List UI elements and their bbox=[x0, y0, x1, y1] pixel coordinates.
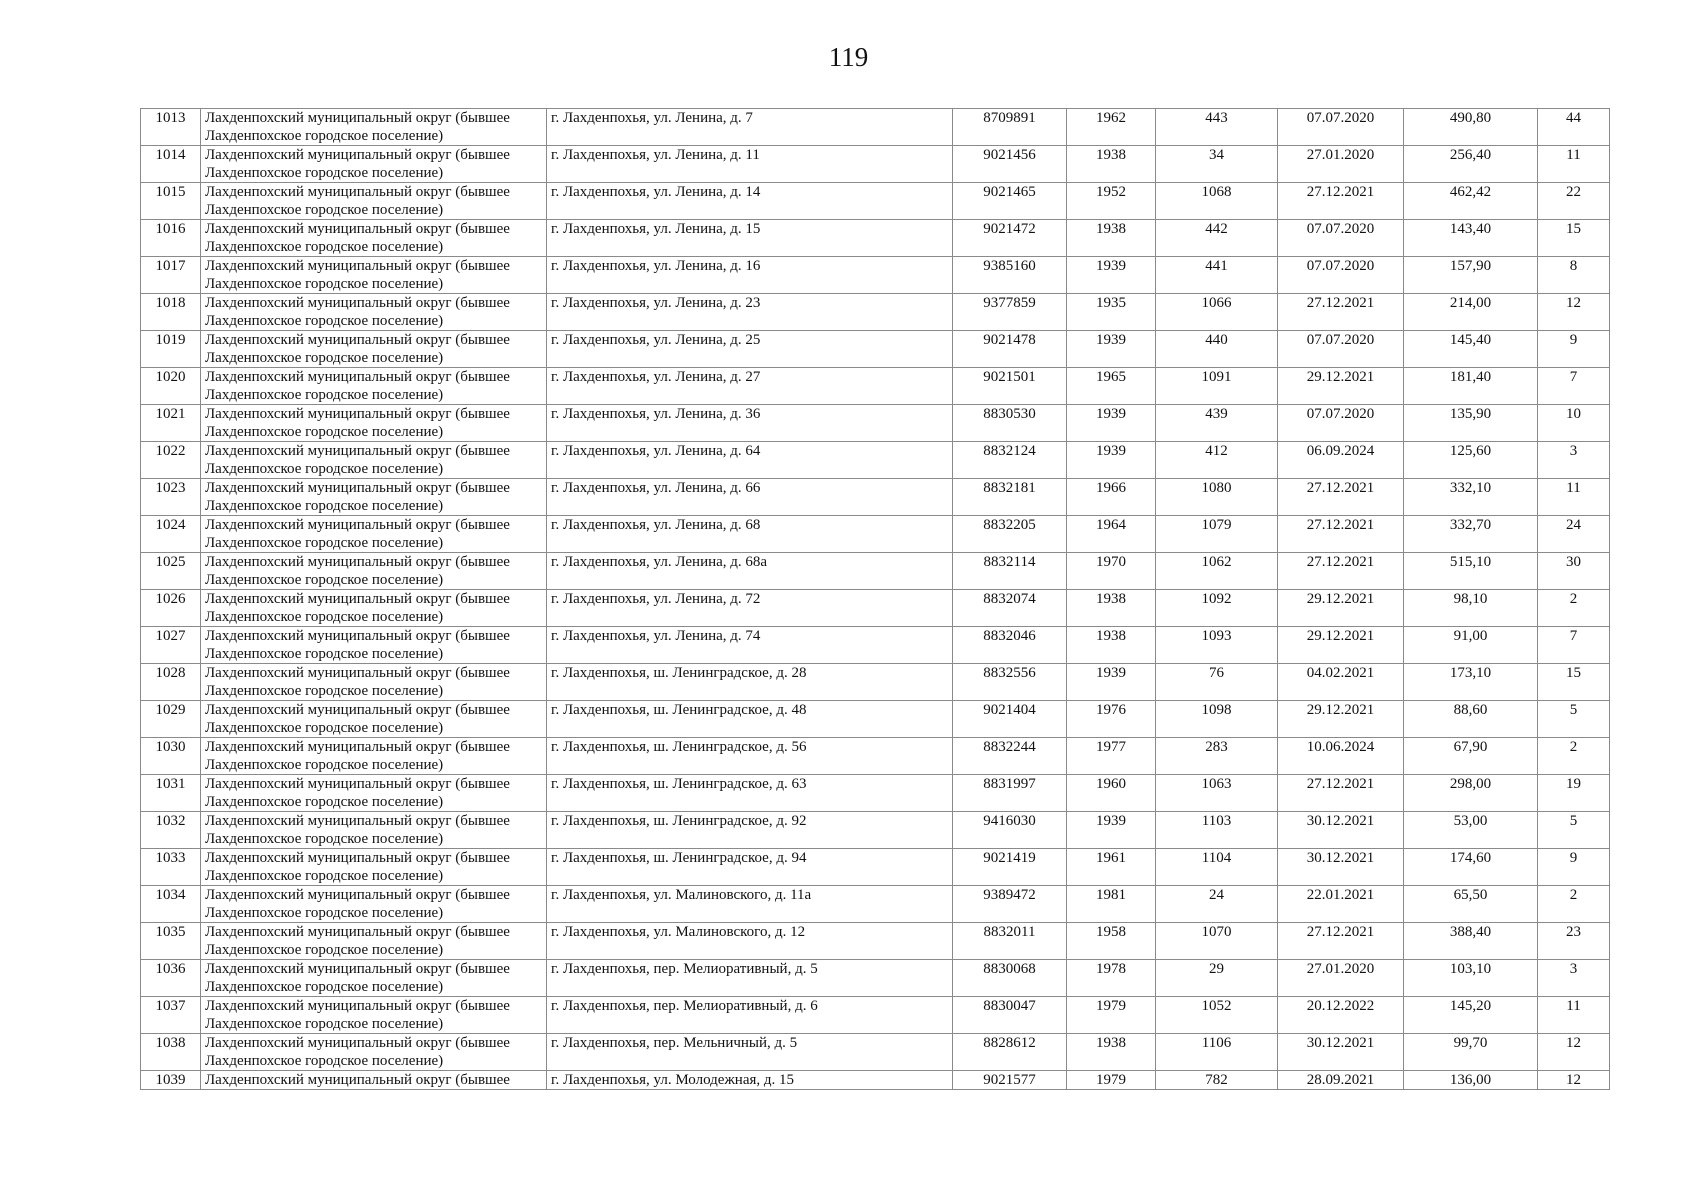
cell-document-date: 10.06.2024 bbox=[1278, 738, 1404, 775]
cell-build-year: 1939 bbox=[1067, 405, 1156, 442]
cell-object-code: 8828612 bbox=[953, 1034, 1067, 1071]
cell-municipality: Лахденпохский муниципальный округ (бывшее Лахденпохское городское поселение) bbox=[201, 368, 547, 405]
cell-count: 2 bbox=[1538, 886, 1610, 923]
cell-count: 7 bbox=[1538, 627, 1610, 664]
cell-municipality: Лахденпохский муниципальный округ (бывшее Лахденпохское городское поселение) bbox=[201, 442, 547, 479]
cell-document-number: 1093 bbox=[1156, 627, 1278, 664]
cell-row-number: 1030 bbox=[141, 738, 201, 775]
cell-area: 157,90 bbox=[1404, 257, 1538, 294]
cell-build-year: 1958 bbox=[1067, 923, 1156, 960]
cell-area: 332,70 bbox=[1404, 516, 1538, 553]
table-row bbox=[141, 405, 1610, 442]
cell-build-year: 1952 bbox=[1067, 183, 1156, 220]
cell-row-number: 1026 bbox=[141, 590, 201, 627]
cell-object-code: 8830530 bbox=[953, 405, 1067, 442]
cell-area: 88,60 bbox=[1404, 701, 1538, 738]
cell-object-code: 9021478 bbox=[953, 331, 1067, 368]
cell-object-code: 8832046 bbox=[953, 627, 1067, 664]
cell-count: 12 bbox=[1538, 1034, 1610, 1071]
cell-row-number: 1031 bbox=[141, 775, 201, 812]
cell-municipality: Лахденпохский муниципальный округ (бывшее Лахденпохское городское поселение) bbox=[201, 516, 547, 553]
cell-object-code: 9416030 bbox=[953, 812, 1067, 849]
table-row bbox=[141, 738, 1610, 775]
cell-document-number: 1068 bbox=[1156, 183, 1278, 220]
cell-document-date: 27.12.2021 bbox=[1278, 516, 1404, 553]
cell-area: 53,00 bbox=[1404, 812, 1538, 849]
cell-document-number: 1106 bbox=[1156, 1034, 1278, 1071]
cell-area: 256,40 bbox=[1404, 146, 1538, 183]
cell-count: 11 bbox=[1538, 479, 1610, 516]
cell-build-year: 1939 bbox=[1067, 664, 1156, 701]
cell-document-date: 27.12.2021 bbox=[1278, 775, 1404, 812]
cell-document-date: 27.01.2020 bbox=[1278, 146, 1404, 183]
cell-document-date: 27.12.2021 bbox=[1278, 479, 1404, 516]
cell-build-year: 1960 bbox=[1067, 775, 1156, 812]
cell-address: г. Лахденпохья, ул. Ленина, д. 66 bbox=[547, 479, 953, 516]
cell-build-year: 1939 bbox=[1067, 257, 1156, 294]
cell-address: г. Лахденпохья, пер. Мелиоративный, д. 6 bbox=[547, 997, 953, 1034]
cell-build-year: 1938 bbox=[1067, 146, 1156, 183]
cell-municipality: Лахденпохский муниципальный округ (бывшее Лахденпохское городское поселение) bbox=[201, 146, 547, 183]
cell-address: г. Лахденпохья, ул. Малиновского, д. 11а bbox=[547, 886, 953, 923]
cell-row-number: 1018 bbox=[141, 294, 201, 331]
cell-document-date: 29.12.2021 bbox=[1278, 627, 1404, 664]
cell-count: 5 bbox=[1538, 701, 1610, 738]
cell-row-number: 1034 bbox=[141, 886, 201, 923]
cell-object-code: 8832124 bbox=[953, 442, 1067, 479]
cell-document-number: 24 bbox=[1156, 886, 1278, 923]
cell-municipality: Лахденпохский муниципальный округ (бывшее Лахденпохское городское поселение) bbox=[201, 886, 547, 923]
cell-document-date: 29.12.2021 bbox=[1278, 701, 1404, 738]
table-row bbox=[141, 775, 1610, 812]
cell-document-number: 443 bbox=[1156, 109, 1278, 146]
cell-build-year: 1970 bbox=[1067, 553, 1156, 590]
cell-area: 99,70 bbox=[1404, 1034, 1538, 1071]
cell-area: 181,40 bbox=[1404, 368, 1538, 405]
cell-municipality: Лахденпохский муниципальный округ (бывшее bbox=[201, 1071, 547, 1090]
cell-object-code: 9021472 bbox=[953, 220, 1067, 257]
table-row bbox=[141, 479, 1610, 516]
table-row bbox=[141, 183, 1610, 220]
cell-document-date: 20.12.2022 bbox=[1278, 997, 1404, 1034]
cell-municipality: Лахденпохский муниципальный округ (бывшее Лахденпохское городское поселение) bbox=[201, 960, 547, 997]
cell-document-number: 1079 bbox=[1156, 516, 1278, 553]
cell-municipality: Лахденпохский муниципальный округ (бывшее Лахденпохское городское поселение) bbox=[201, 331, 547, 368]
cell-area: 103,10 bbox=[1404, 960, 1538, 997]
cell-count: 2 bbox=[1538, 590, 1610, 627]
cell-area: 98,10 bbox=[1404, 590, 1538, 627]
cell-build-year: 1938 bbox=[1067, 590, 1156, 627]
cell-area: 298,00 bbox=[1404, 775, 1538, 812]
cell-count: 9 bbox=[1538, 331, 1610, 368]
cell-count: 19 bbox=[1538, 775, 1610, 812]
cell-document-number: 442 bbox=[1156, 220, 1278, 257]
table-row bbox=[141, 220, 1610, 257]
cell-municipality: Лахденпохский муниципальный округ (бывшее Лахденпохское городское поселение) bbox=[201, 849, 547, 886]
cell-address: г. Лахденпохья, ш. Ленинградское, д. 63 bbox=[547, 775, 953, 812]
cell-document-number: 1098 bbox=[1156, 701, 1278, 738]
cell-object-code: 9021465 bbox=[953, 183, 1067, 220]
table-row bbox=[141, 812, 1610, 849]
cell-municipality: Лахденпохский муниципальный округ (бывшее Лахденпохское городское поселение) bbox=[201, 775, 547, 812]
cell-build-year: 1938 bbox=[1067, 627, 1156, 664]
cell-address: г. Лахденпохья, ул. Ленина, д. 15 bbox=[547, 220, 953, 257]
cell-municipality: Лахденпохский муниципальный округ (бывшее Лахденпохское городское поселение) bbox=[201, 479, 547, 516]
cell-document-date: 30.12.2021 bbox=[1278, 812, 1404, 849]
cell-municipality: Лахденпохский муниципальный округ (бывшее Лахденпохское городское поселение) bbox=[201, 294, 547, 331]
cell-count: 10 bbox=[1538, 405, 1610, 442]
table-row bbox=[141, 701, 1610, 738]
cell-area: 462,42 bbox=[1404, 183, 1538, 220]
cell-object-code: 9377859 bbox=[953, 294, 1067, 331]
cell-row-number: 1027 bbox=[141, 627, 201, 664]
cell-row-number: 1035 bbox=[141, 923, 201, 960]
cell-municipality: Лахденпохский муниципальный округ (бывшее Лахденпохское городское поселение) bbox=[201, 738, 547, 775]
cell-count: 11 bbox=[1538, 997, 1610, 1034]
cell-object-code: 8832556 bbox=[953, 664, 1067, 701]
cell-document-date: 29.12.2021 bbox=[1278, 590, 1404, 627]
table-row bbox=[141, 664, 1610, 701]
cell-row-number: 1039 bbox=[141, 1071, 201, 1090]
cell-count: 9 bbox=[1538, 849, 1610, 886]
cell-row-number: 1020 bbox=[141, 368, 201, 405]
cell-municipality: Лахденпохский муниципальный округ (бывшее Лахденпохское городское поселение) bbox=[201, 220, 547, 257]
cell-count: 3 bbox=[1538, 442, 1610, 479]
cell-area: 143,40 bbox=[1404, 220, 1538, 257]
cell-count: 44 bbox=[1538, 109, 1610, 146]
cell-document-number: 1091 bbox=[1156, 368, 1278, 405]
cell-build-year: 1939 bbox=[1067, 331, 1156, 368]
cell-document-number: 1103 bbox=[1156, 812, 1278, 849]
cell-area: 490,80 bbox=[1404, 109, 1538, 146]
cell-count: 30 bbox=[1538, 553, 1610, 590]
cell-object-code: 8709891 bbox=[953, 109, 1067, 146]
table-row bbox=[141, 997, 1610, 1034]
cell-document-date: 27.12.2021 bbox=[1278, 553, 1404, 590]
cell-document-number: 34 bbox=[1156, 146, 1278, 183]
cell-document-date: 27.12.2021 bbox=[1278, 294, 1404, 331]
cell-document-number: 29 bbox=[1156, 960, 1278, 997]
cell-address: г. Лахденпохья, ул. Ленина, д. 68 bbox=[547, 516, 953, 553]
cell-document-number: 782 bbox=[1156, 1071, 1278, 1090]
cell-object-code: 8832181 bbox=[953, 479, 1067, 516]
cell-count: 22 bbox=[1538, 183, 1610, 220]
cell-object-code: 9021501 bbox=[953, 368, 1067, 405]
cell-count: 12 bbox=[1538, 294, 1610, 331]
cell-row-number: 1016 bbox=[141, 220, 201, 257]
cell-object-code: 8832205 bbox=[953, 516, 1067, 553]
cell-build-year: 1938 bbox=[1067, 220, 1156, 257]
cell-document-number: 1063 bbox=[1156, 775, 1278, 812]
cell-build-year: 1961 bbox=[1067, 849, 1156, 886]
cell-area: 145,40 bbox=[1404, 331, 1538, 368]
cell-address: г. Лахденпохья, ш. Ленинградское, д. 94 bbox=[547, 849, 953, 886]
cell-build-year: 1935 bbox=[1067, 294, 1156, 331]
cell-address: г. Лахденпохья, ул. Ленина, д. 25 bbox=[547, 331, 953, 368]
cell-area: 125,60 bbox=[1404, 442, 1538, 479]
cell-address: г. Лахденпохья, ул. Малиновского, д. 12 bbox=[547, 923, 953, 960]
cell-document-date: 07.07.2020 bbox=[1278, 257, 1404, 294]
cell-count: 8 bbox=[1538, 257, 1610, 294]
table-row bbox=[141, 442, 1610, 479]
cell-count: 7 bbox=[1538, 368, 1610, 405]
cell-area: 214,00 bbox=[1404, 294, 1538, 331]
cell-address: г. Лахденпохья, ул. Ленина, д. 27 bbox=[547, 368, 953, 405]
cell-build-year: 1979 bbox=[1067, 1071, 1156, 1090]
cell-address: г. Лахденпохья, ул. Ленина, д. 36 bbox=[547, 405, 953, 442]
cell-area: 173,10 bbox=[1404, 664, 1538, 701]
cell-address: г. Лахденпохья, ул. Молодежная, д. 15 bbox=[547, 1071, 953, 1090]
cell-count: 11 bbox=[1538, 146, 1610, 183]
cell-address: г. Лахденпохья, ул. Ленина, д. 68а bbox=[547, 553, 953, 590]
cell-row-number: 1017 bbox=[141, 257, 201, 294]
table-row bbox=[141, 627, 1610, 664]
cell-object-code: 8830068 bbox=[953, 960, 1067, 997]
cell-document-number: 441 bbox=[1156, 257, 1278, 294]
cell-address: г. Лахденпохья, ш. Ленинградское, д. 56 bbox=[547, 738, 953, 775]
cell-document-number: 1062 bbox=[1156, 553, 1278, 590]
table-row bbox=[141, 257, 1610, 294]
cell-build-year: 1981 bbox=[1067, 886, 1156, 923]
cell-document-number: 1052 bbox=[1156, 997, 1278, 1034]
cell-build-year: 1977 bbox=[1067, 738, 1156, 775]
cell-document-number: 412 bbox=[1156, 442, 1278, 479]
table-row bbox=[141, 516, 1610, 553]
cell-municipality: Лахденпохский муниципальный округ (бывшее Лахденпохское городское поселение) bbox=[201, 664, 547, 701]
cell-object-code: 8832244 bbox=[953, 738, 1067, 775]
cell-object-code: 9385160 bbox=[953, 257, 1067, 294]
table-row bbox=[141, 294, 1610, 331]
cell-document-number: 1092 bbox=[1156, 590, 1278, 627]
cell-document-date: 27.01.2020 bbox=[1278, 960, 1404, 997]
cell-address: г. Лахденпохья, ул. Ленина, д. 74 bbox=[547, 627, 953, 664]
cell-object-code: 8832011 bbox=[953, 923, 1067, 960]
cell-document-date: 27.12.2021 bbox=[1278, 183, 1404, 220]
cell-row-number: 1022 bbox=[141, 442, 201, 479]
cell-address: г. Лахденпохья, пер. Мелиоративный, д. 5 bbox=[547, 960, 953, 997]
cell-build-year: 1966 bbox=[1067, 479, 1156, 516]
table-row bbox=[141, 849, 1610, 886]
cell-municipality: Лахденпохский муниципальный округ (бывшее Лахденпохское городское поселение) bbox=[201, 257, 547, 294]
cell-municipality: Лахденпохский муниципальный округ (бывшее Лахденпохское городское поселение) bbox=[201, 553, 547, 590]
table-row bbox=[141, 886, 1610, 923]
cell-address: г. Лахденпохья, ул. Ленина, д. 72 bbox=[547, 590, 953, 627]
cell-municipality: Лахденпохский муниципальный округ (бывшее Лахденпохское городское поселение) bbox=[201, 590, 547, 627]
cell-document-number: 283 bbox=[1156, 738, 1278, 775]
cell-document-date: 06.09.2024 bbox=[1278, 442, 1404, 479]
cell-area: 515,10 bbox=[1404, 553, 1538, 590]
cell-count: 2 bbox=[1538, 738, 1610, 775]
cell-address: г. Лахденпохья, ул. Ленина, д. 14 bbox=[547, 183, 953, 220]
cell-area: 145,20 bbox=[1404, 997, 1538, 1034]
cell-object-code: 8831997 bbox=[953, 775, 1067, 812]
cell-count: 15 bbox=[1538, 664, 1610, 701]
cell-document-date: 07.07.2020 bbox=[1278, 109, 1404, 146]
cell-count: 3 bbox=[1538, 960, 1610, 997]
cell-document-date: 04.02.2021 bbox=[1278, 664, 1404, 701]
cell-document-date: 07.07.2020 bbox=[1278, 220, 1404, 257]
cell-count: 23 bbox=[1538, 923, 1610, 960]
cell-object-code: 9021456 bbox=[953, 146, 1067, 183]
table-row bbox=[141, 368, 1610, 405]
cell-address: г. Лахденпохья, пер. Мельничный, д. 5 bbox=[547, 1034, 953, 1071]
table-row bbox=[141, 960, 1610, 997]
cell-address: г. Лахденпохья, ш. Ленинградское, д. 28 bbox=[547, 664, 953, 701]
cell-document-number: 439 bbox=[1156, 405, 1278, 442]
cell-build-year: 1976 bbox=[1067, 701, 1156, 738]
cell-address: г. Лахденпохья, ш. Ленинградское, д. 92 bbox=[547, 812, 953, 849]
cell-municipality: Лахденпохский муниципальный округ (бывшее Лахденпохское городское поселение) bbox=[201, 183, 547, 220]
table-row bbox=[141, 331, 1610, 368]
cell-municipality: Лахденпохский муниципальный округ (бывшее Лахденпохское городское поселение) bbox=[201, 812, 547, 849]
cell-document-date: 07.07.2020 bbox=[1278, 331, 1404, 368]
cell-document-date: 07.07.2020 bbox=[1278, 405, 1404, 442]
cell-object-code: 8832074 bbox=[953, 590, 1067, 627]
cell-object-code: 9021577 bbox=[953, 1071, 1067, 1090]
cell-municipality: Лахденпохский муниципальный округ (бывшее Лахденпохское городское поселение) bbox=[201, 109, 547, 146]
table-row bbox=[141, 553, 1610, 590]
cell-area: 388,40 bbox=[1404, 923, 1538, 960]
cell-row-number: 1021 bbox=[141, 405, 201, 442]
cell-document-date: 22.01.2021 bbox=[1278, 886, 1404, 923]
cell-row-number: 1029 bbox=[141, 701, 201, 738]
cell-document-number: 1066 bbox=[1156, 294, 1278, 331]
cell-address: г. Лахденпохья, ул. Ленина, д. 7 bbox=[547, 109, 953, 146]
cell-build-year: 1939 bbox=[1067, 812, 1156, 849]
cell-document-number: 440 bbox=[1156, 331, 1278, 368]
cell-address: г. Лахденпохья, ул. Ленина, д. 16 bbox=[547, 257, 953, 294]
cell-row-number: 1019 bbox=[141, 331, 201, 368]
cell-municipality: Лахденпохский муниципальный округ (бывшее Лахденпохское городское поселение) bbox=[201, 701, 547, 738]
cell-document-date: 27.12.2021 bbox=[1278, 923, 1404, 960]
cell-document-number: 1070 bbox=[1156, 923, 1278, 960]
cell-row-number: 1025 bbox=[141, 553, 201, 590]
cell-document-number: 1080 bbox=[1156, 479, 1278, 516]
cell-document-number: 76 bbox=[1156, 664, 1278, 701]
cell-build-year: 1978 bbox=[1067, 960, 1156, 997]
cell-row-number: 1024 bbox=[141, 516, 201, 553]
cell-area: 65,50 bbox=[1404, 886, 1538, 923]
cell-document-date: 28.09.2021 bbox=[1278, 1071, 1404, 1090]
cell-municipality: Лахденпохский муниципальный округ (бывшее Лахденпохское городское поселение) bbox=[201, 627, 547, 664]
cell-address: г. Лахденпохья, ул. Ленина, д. 11 bbox=[547, 146, 953, 183]
cell-object-code: 9021404 bbox=[953, 701, 1067, 738]
cell-area: 332,10 bbox=[1404, 479, 1538, 516]
table-row bbox=[141, 1034, 1610, 1071]
page-number: 119 bbox=[828, 42, 869, 72]
cell-build-year: 1964 bbox=[1067, 516, 1156, 553]
cell-area: 136,00 bbox=[1404, 1071, 1538, 1090]
cell-object-code: 9021419 bbox=[953, 849, 1067, 886]
cell-document-number: 1104 bbox=[1156, 849, 1278, 886]
table-row bbox=[141, 109, 1610, 146]
cell-area: 67,90 bbox=[1404, 738, 1538, 775]
cell-build-year: 1979 bbox=[1067, 997, 1156, 1034]
cell-count: 24 bbox=[1538, 516, 1610, 553]
cell-count: 15 bbox=[1538, 220, 1610, 257]
cell-area: 174,60 bbox=[1404, 849, 1538, 886]
cell-municipality: Лахденпохский муниципальный округ (бывшее Лахденпохское городское поселение) bbox=[201, 997, 547, 1034]
cell-object-code: 8830047 bbox=[953, 997, 1067, 1034]
cell-build-year: 1939 bbox=[1067, 442, 1156, 479]
cell-municipality: Лахденпохский муниципальный округ (бывшее Лахденпохское городское поселение) bbox=[201, 1034, 547, 1071]
cell-area: 91,00 bbox=[1404, 627, 1538, 664]
cell-build-year: 1938 bbox=[1067, 1034, 1156, 1071]
cell-address: г. Лахденпохья, ул. Ленина, д. 23 bbox=[547, 294, 953, 331]
cell-build-year: 1965 bbox=[1067, 368, 1156, 405]
cell-object-code: 8832114 bbox=[953, 553, 1067, 590]
cell-municipality: Лахденпохский муниципальный округ (бывшее Лахденпохское городское поселение) bbox=[201, 405, 547, 442]
cell-municipality: Лахденпохский муниципальный округ (бывшее Лахденпохское городское поселение) bbox=[201, 923, 547, 960]
cell-row-number: 1038 bbox=[141, 1034, 201, 1071]
cell-address: г. Лахденпохья, ш. Ленинградское, д. 48 bbox=[547, 701, 953, 738]
cell-area: 135,90 bbox=[1404, 405, 1538, 442]
cell-row-number: 1013 bbox=[141, 109, 201, 146]
cell-row-number: 1036 bbox=[141, 960, 201, 997]
cell-row-number: 1032 bbox=[141, 812, 201, 849]
cell-row-number: 1033 bbox=[141, 849, 201, 886]
cell-row-number: 1028 bbox=[141, 664, 201, 701]
cell-document-date: 30.12.2021 bbox=[1278, 849, 1404, 886]
cell-row-number: 1023 bbox=[141, 479, 201, 516]
cell-address: г. Лахденпохья, ул. Ленина, д. 64 bbox=[547, 442, 953, 479]
table-body bbox=[141, 109, 1610, 1090]
table-row bbox=[141, 146, 1610, 183]
cell-object-code: 9389472 bbox=[953, 886, 1067, 923]
cell-document-date: 30.12.2021 bbox=[1278, 1034, 1404, 1071]
cell-build-year: 1962 bbox=[1067, 109, 1156, 146]
cell-row-number: 1014 bbox=[141, 146, 201, 183]
housing-registry-table bbox=[140, 108, 1610, 1090]
cell-count: 12 bbox=[1538, 1071, 1610, 1090]
cell-row-number: 1015 bbox=[141, 183, 201, 220]
table-row bbox=[141, 590, 1610, 627]
cell-document-date: 29.12.2021 bbox=[1278, 368, 1404, 405]
table-row bbox=[141, 923, 1610, 960]
table-row bbox=[141, 1071, 1610, 1090]
cell-count: 5 bbox=[1538, 812, 1610, 849]
cell-row-number: 1037 bbox=[141, 997, 201, 1034]
